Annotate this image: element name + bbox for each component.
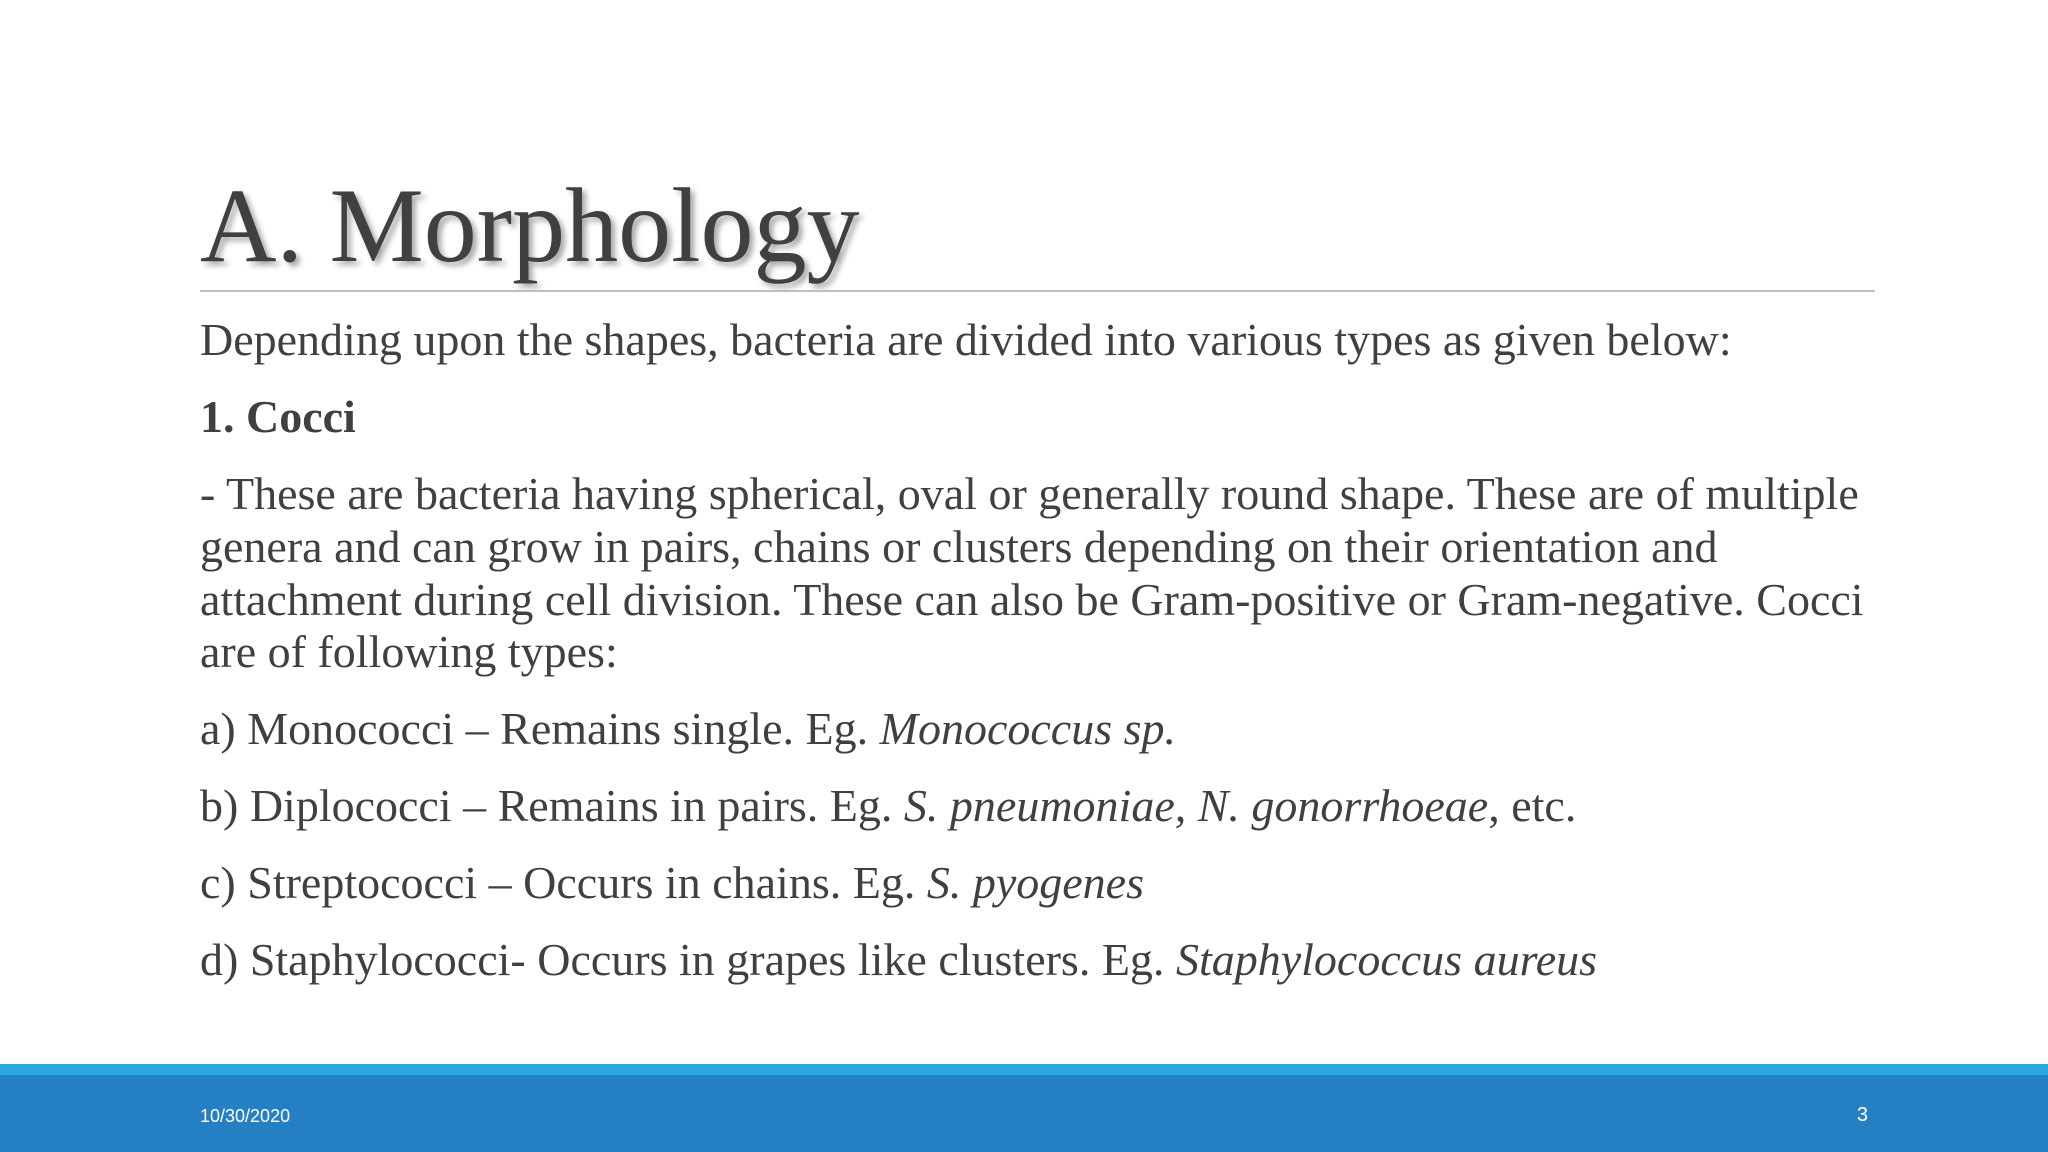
item-example: S. pyogenes: [926, 857, 1144, 909]
item-example: S. pneumoniae, N. gonorrhoeae: [903, 780, 1489, 832]
slide-body: [200, 314, 1875, 1011]
title-divider: [200, 290, 1875, 292]
list-item-diplococci: [200, 780, 1875, 833]
footer-date: 10/30/2020: [200, 1106, 291, 1126]
footer-accent-bar: [0, 1064, 2048, 1075]
footer-bar: [0, 1075, 2048, 1152]
item-example: Monococcus sp.: [879, 703, 1176, 755]
slide-title: A. Morphology: [200, 167, 860, 284]
list-item-streptococci: [200, 857, 1875, 910]
item-text: d) Staphylococci- Occurs in grapes like clusters. Eg.: [200, 934, 1176, 986]
item-suffix: , etc.: [1488, 780, 1577, 832]
page-number: 3: [1856, 1104, 1868, 1126]
item-text: b) Diplococci – Remains in pairs. Eg.: [200, 780, 904, 832]
item-example: Staphylococcus aureus: [1175, 934, 1598, 986]
item-text: a) Monococci – Remains single. Eg.: [200, 703, 880, 755]
list-item-monococci: [200, 703, 1875, 756]
list-item-staphylococci: [200, 934, 1875, 987]
description-text: - These are bacteria having spherical, oval or generally round shape. These are of multiple genera and can grow in pairs, chains or clusters depending on their orientation and attachment during cell division. These can also be Gram-positive or Gram-negative. Cocci are of following types:: [200, 467, 1864, 678]
section-heading: 1. Cocci: [200, 390, 356, 442]
intro-text: Depending upon the shapes, bacteria are divided into various types as given below:: [200, 314, 1732, 365]
item-text: c) Streptococci – Occurs in chains. Eg.: [200, 857, 927, 909]
